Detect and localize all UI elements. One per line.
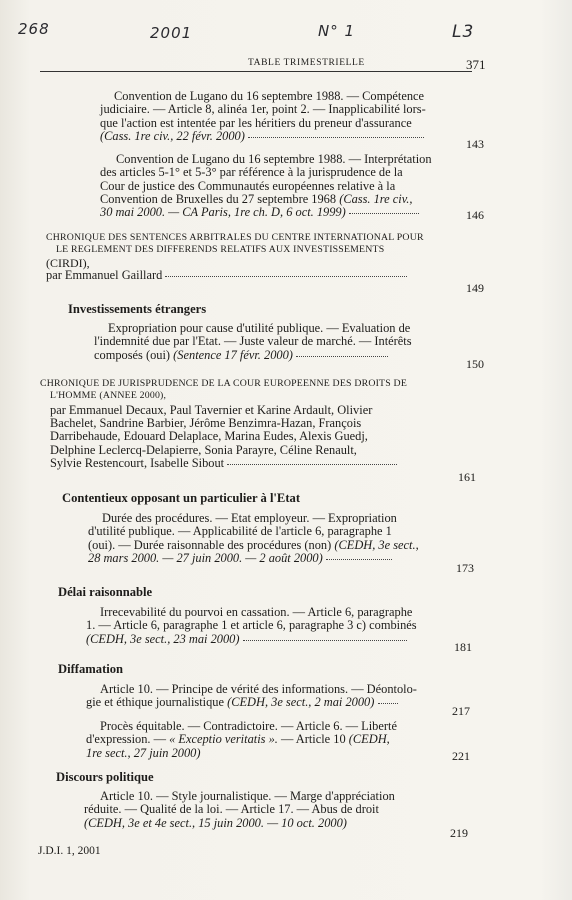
index-entry [84, 790, 438, 830]
chronicle-title: (CIRDI), [46, 255, 90, 270]
entry-citation: (CEDH, [348, 732, 390, 747]
chronicle-heading [40, 378, 448, 403]
entry-line: Cour de justice des Communautés européennes relative à la [100, 178, 396, 193]
section-title: Investissements étrangers [68, 302, 207, 316]
index-entry [100, 153, 452, 219]
entry-line: Irrecevabilité du pourvoi en cassation. — Article 6, paragraphe [100, 605, 413, 619]
section-title: Diffamation [58, 662, 124, 676]
entry-citation: 1re sect., 27 juin 2000) [86, 745, 201, 760]
entry-line: gie et éthique journalistique [86, 695, 224, 710]
handwritten-ref: L3 [452, 22, 475, 42]
handwritten-year: 2001 [150, 24, 193, 42]
header-rule [40, 71, 472, 72]
entry-page: 143 [466, 137, 484, 151]
handwritten-number: 268 [18, 20, 50, 38]
author-line: Darribehaude, Edouard Delaplace, Marina Eudes, Alexis Guedj, [50, 429, 368, 444]
entry-citation: (CEDH, 3e et 4e sect., 15 juin 2000. — 10 oct. 2000) [84, 815, 347, 830]
leader-dots [296, 356, 388, 357]
entry-page: 173 [456, 561, 474, 575]
entry-line: — Article 10 [280, 732, 346, 747]
entry-quote: « Exceptio veritatis ». [169, 732, 278, 747]
entry-line: (oui). — Durée raisonnable des procédures (non) [88, 537, 332, 552]
leader-dots [165, 276, 407, 277]
entry-line: Convention de Bruxelles du 27 septembre 1968 [100, 191, 337, 206]
author-line: Bachelet, Sandrine Barbier, Jérôme Benzimra-Hazan, François [50, 416, 362, 431]
entry-page: 221 [452, 749, 470, 763]
chronicle-title: L'HOMME (ANNEE 2000), [50, 390, 167, 402]
entry-line: des articles 5-1° et 5-3° par référence à la jurisprudence de la [100, 165, 403, 180]
entry-page: 146 [466, 208, 484, 222]
entry-line: que l'action est intentée par les héritiers du preneur d'assurance [100, 115, 412, 130]
entry-line: l'indemnité due par l'Etat. — Juste valeur de marché. — Intérêts [94, 334, 412, 349]
chronicle-title: CHRONIQUE DES SENTENCES ARBITRALES DU CENTRE INTERNATIONAL POUR [46, 232, 424, 243]
entry-citation: (CEDH, 3e sect., [334, 537, 419, 552]
running-head: TABLE TRIMESTRIELLE [248, 58, 365, 68]
entry-line: Article 10. — Principe de vérité des informations. — Déontolo- [100, 682, 417, 696]
entry-line: réduite. — Qualité de la loi. — Article 17. — Abus de droit [84, 802, 379, 817]
entry-line: Convention de Lugano du 16 septembre 1988. — Compétence [114, 89, 425, 103]
section-title: Délai raisonnable [58, 585, 153, 599]
index-entry [86, 606, 438, 646]
entry-citation: 30 mai 2000. — CA Paris, 1re ch. D, 6 oct. 1999) [100, 205, 346, 220]
entry-line: Procès équitable. — Contradictoire. — Article 6. — Liberté [100, 719, 397, 733]
handwritten-issue: N° 1 [318, 22, 356, 40]
entry-line: d'expression. — [86, 732, 167, 747]
footer-citation: J.D.I. 1, 2001 [38, 845, 101, 857]
entry-citation: (Cass. 1re civ., [339, 191, 413, 206]
entry-line: Durée des procédures. — Etat employeur. — Expropriation [102, 511, 397, 525]
leader-dots [243, 640, 407, 641]
entry-citation: (CEDH, 3e sect., 23 mai 2000) [86, 631, 240, 646]
leader-dots [349, 213, 419, 214]
entry-citation: (Sentence 17 févr. 2000) [173, 347, 293, 362]
leader-dots [248, 137, 424, 138]
entry-page: 219 [450, 826, 468, 840]
index-entry [94, 322, 448, 362]
entry-line: judiciaire. — Article 8, alinéa 1er, point 2. — Inapplicabilité lors- [100, 102, 426, 117]
entry-citation: 28 mars 2000. — 27 juin 2000. — 2 août 2000) [88, 550, 323, 565]
author-line: par Emmanuel Decaux, Paul Tavernier et Karine Ardault, Olivier [50, 403, 373, 417]
entry-page: 181 [454, 640, 472, 654]
chronicle-author: par Emmanuel Gaillard [46, 269, 452, 281]
section-title: Contentieux opposant un particulier à l'Etat [62, 491, 301, 505]
leader-dots [227, 464, 397, 465]
index-entry [86, 720, 438, 760]
entry-page: 161 [458, 470, 476, 484]
chronicle-title: LE REGLEMENT DES DIFFERENDS RELATIFS AUX INVESTISSEMENTS [56, 244, 385, 256]
entry-line: Article 10. — Style journalistique. — Marge d'appréciation [100, 789, 395, 803]
index-entry [88, 512, 442, 565]
entry-citation: (CEDH, 3e sect., 2 mai 2000) [227, 695, 375, 710]
entry-citation: (Cass. 1re civ., 22 févr. 2000) [100, 128, 245, 143]
chronicle-heading [46, 232, 452, 282]
entry-line: d'utilité publique. — Applicabilité de l'article 6, paragraphe 1 [88, 524, 392, 539]
leader-dots [378, 703, 398, 704]
author-line: Sylvie Restencourt, Isabelle Sibout [50, 455, 225, 470]
entry-page: 149 [466, 281, 484, 295]
author-line: Delphine Leclercq-Delapierre, Sonia Parayre, Céline Renault, [50, 442, 357, 457]
entry-line: Convention de Lugano du 16 septembre 1988. — Interprétation [116, 152, 432, 166]
page-number: 371 [466, 57, 486, 72]
index-entry [86, 683, 438, 710]
section-title: Discours politique [56, 770, 154, 784]
chronicle-title: CHRONIQUE DE JURISPRUDENCE DE LA COUR EUROPEENNE DES DROITS DE [40, 378, 408, 389]
entry-page: 217 [452, 704, 470, 718]
index-entry [100, 90, 456, 143]
entry-line: composés (oui) [94, 347, 171, 362]
entry-line: 1. — Article 6, paragraphe 1 et article 6, paragraphe 3 c) combinés [86, 618, 417, 633]
leader-dots [326, 559, 392, 560]
chronicle-authors [50, 404, 448, 470]
entry-page: 150 [466, 357, 484, 371]
entry-line: Expropriation pour cause d'utilité publique. — Evaluation de [108, 321, 411, 335]
